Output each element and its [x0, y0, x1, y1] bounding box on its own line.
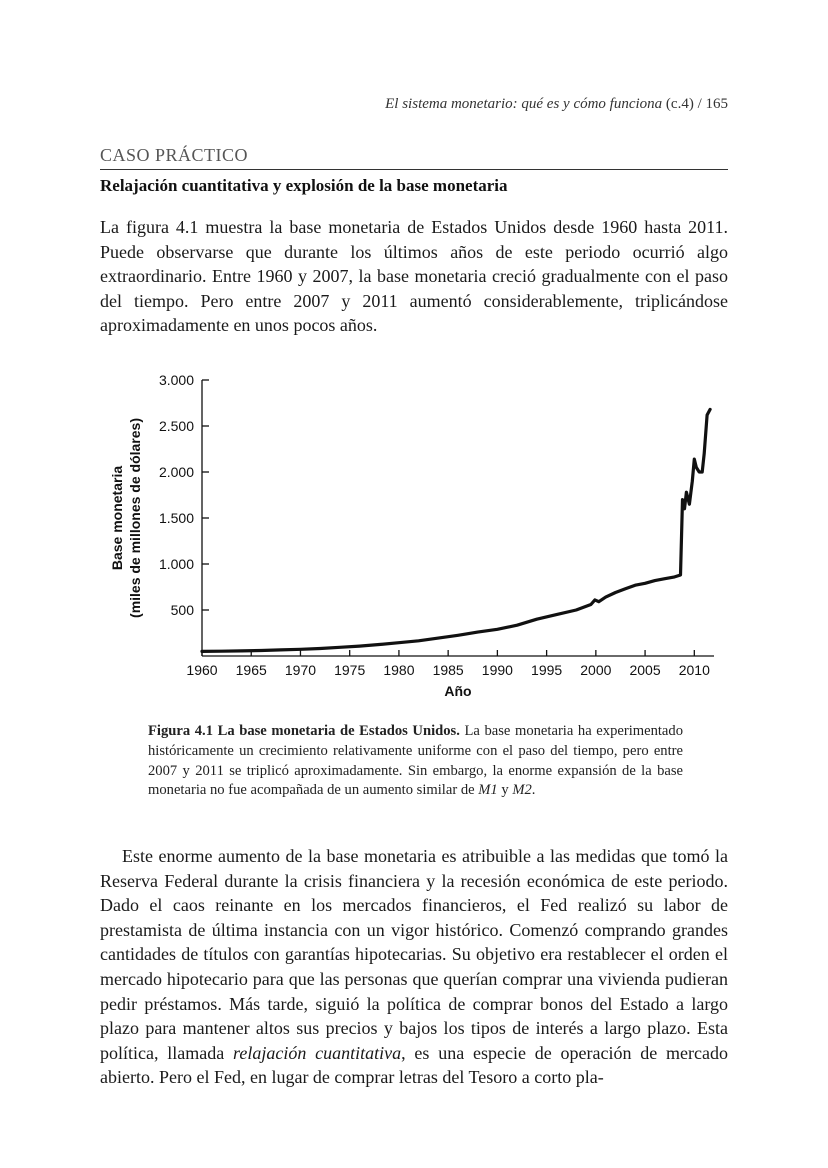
caption-label: Figura 4.1 La base monetaria de Estados Unidos.: [148, 723, 460, 739]
caption-m1: M1: [478, 782, 498, 799]
x-tick-label: 2005: [629, 662, 661, 678]
caption-text: La base monetaria ha experimentado históricamente un crecimiento relativamente uniforme con el paso del tiempo, pero entre 2007 y 2011 se triplicó aproximadamente. Sin embargo, la enorme expansión de la base monetaria no fue acompañada de un aumento similar de: [148, 723, 684, 799]
chart-svg: [100, 360, 728, 710]
x-tick-label: 2010: [678, 662, 710, 678]
subsection-title: Relajación cuantitativa y explosión de la base monetaria: [100, 176, 508, 195]
caption-and: y: [497, 782, 513, 799]
section-label: CASO PRÁCTICO: [100, 145, 728, 170]
figure-caption: [148, 722, 683, 801]
x-tick-label: 1975: [334, 662, 366, 678]
x-tick-label: 1980: [383, 662, 415, 678]
intro-paragraph: La figura 4.1 muestra la base monetaria de Estados Unidos desde 1960 hasta 2011. Puede observarse que durante los últimos años de este periodo ocurrió algo extraordinario. Entre 1960 y 2007, la base monetaria creció gradualmente con el paso del tiempo. Pero entre 2007 y 2011 aumentó considerablemente, triplicándose aproximadamente en unos pocos años.: [100, 217, 728, 336]
x-tick-label: 1995: [531, 662, 563, 678]
y-tick-label: 2.500: [158, 418, 194, 434]
caption-end: .: [531, 782, 536, 799]
x-tick-label: 1990: [481, 662, 513, 678]
x-tick-label: 1960: [186, 662, 218, 678]
y-tick-label: 1.500: [158, 510, 194, 526]
y-tick-label: 2.000: [158, 464, 194, 480]
monetary-base-chart: [100, 360, 728, 710]
running-head: [385, 96, 728, 113]
x-tick-label: 2000: [580, 662, 612, 678]
y-tick-label: 3.000: [158, 372, 194, 388]
x-axis-label: Año: [444, 683, 472, 699]
page-number: 165: [705, 96, 728, 112]
caption-m2: M2: [512, 782, 532, 799]
x-axis: [186, 650, 714, 678]
running-head-separator: /: [697, 96, 702, 112]
y-axis: [159, 372, 209, 656]
running-head-chapter: (c.4): [665, 96, 694, 112]
series-line-monetary-base: [202, 409, 710, 651]
y-axis-label-line2: (miles de millones de dólares): [127, 418, 143, 618]
y-tick-label: 1.000: [158, 556, 194, 572]
body-text-part1: Este enorme aumento de la base monetaria es atribuible a las medidas que tomó la Reserva Federal durante la crisis financiera y la recesión económica de este periodo. Dado el caos reinante en los mercados financieros, el Fed realizó su labor de prestamista de última instancia con un vigor histórico. Comenzó comprando grandes cantidades de títulos con garantías hipotecarias. Su objetivo era restablecer el orden el mercado hipotecario para que las personas que querían comprar una vivienda pudieran pedir préstamos. Más tarde, siguió la política de comprar bonos del Estado a largo plazo para mantener altos sus precios y bajos los tipos de interés a largo plazo. Esta política, llamada: [100, 846, 728, 1063]
y-tick-label: 500: [170, 602, 194, 618]
x-tick-label: 1965: [235, 662, 267, 678]
y-axis-label-line1: Base monetaria: [109, 465, 125, 571]
running-head-title: El sistema monetario: qué es y cómo funciona: [385, 96, 663, 112]
x-tick-label: 1985: [432, 662, 464, 678]
body-text-part2: , es una especie de operación de mercado abierto. Pero el Fed, en lugar de comprar letras del Tesoro a corto pla-: [100, 1042, 728, 1088]
body-paragraph: [100, 844, 728, 1090]
body-italic-term: relajación cuantitativa: [233, 1042, 402, 1063]
x-tick-label: 1970: [284, 662, 317, 678]
